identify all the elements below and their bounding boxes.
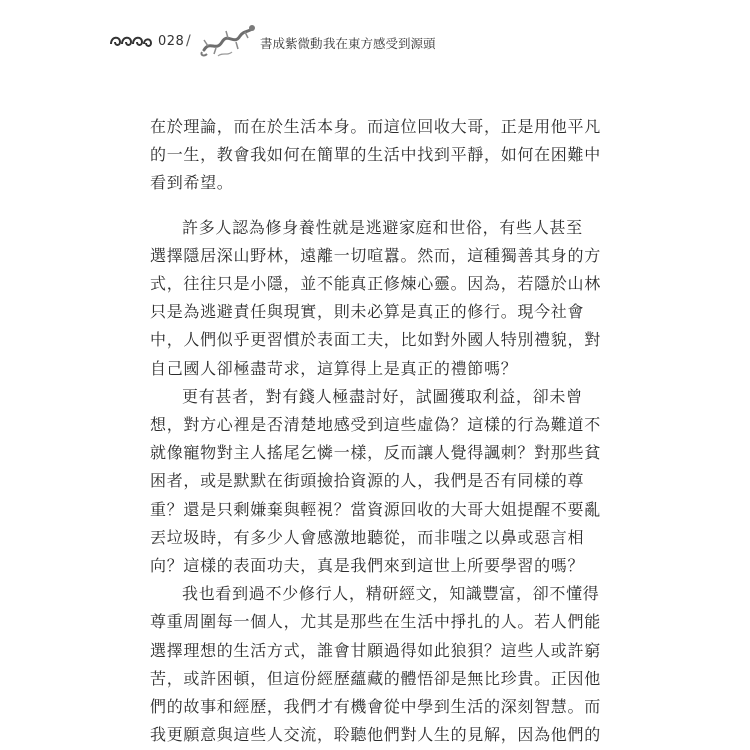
text-line: 的一生，教會我如何在簡單的生活中找到平靜，如何在困難中 — [150, 145, 601, 165]
text-line: 許多人認為修身養性就是逃避家庭和世俗，有些人甚至 — [182, 217, 583, 237]
text-line: 丟垃圾時，有多少人會感激地聽從，而非嗤之以鼻或惡言相 — [150, 527, 585, 547]
text-line: 選擇隱居深山野林，遠離一切喧囂。然而，這種獨善其身的方 — [150, 245, 601, 265]
text-line: 中，人們似乎更習慣於表面工夫，比如對外國人特別禮貌，對 — [150, 330, 601, 350]
text-line: 就像寵物對主人搖尾乞憐一樣，反而讓人覺得諷刺？對那些貧 — [150, 443, 601, 463]
text-line: 更有甚者，對有錢人極盡討好，試圖獲取利益，卻未曾 — [182, 386, 583, 406]
text-line: 尊重周圍每一個人，尤其是那些在生活中掙扎的人。若人們能 — [150, 612, 601, 632]
header-separator: / — [186, 33, 191, 49]
text-line: 向？這樣的表面功夫，真是我們來到這世上所要學習的嗎？ — [150, 556, 585, 576]
paragraph-gap — [150, 198, 576, 214]
paragraph-2 — [150, 214, 601, 383]
text-line: 困者，或是默默在街頭撿拾資源的人，我們是否有同樣的尊 — [150, 471, 585, 491]
paragraph-1 — [150, 113, 601, 198]
paragraph-3 — [150, 383, 601, 580]
text-line: 重？還是只剩嫌棄與輕視？當資源回收的大哥大姐提醒不要亂 — [150, 499, 601, 519]
page-number: 028 — [158, 34, 185, 49]
running-header — [108, 22, 668, 62]
text-line: 苦，或許困頓，但這份經歷蘊藏的體悟卻是無比珍貴。正因他 — [150, 668, 601, 688]
text-line: 我更願意與這些人交流，聆聽他們對人生的見解，因為他們的 — [150, 725, 601, 745]
text-line: 看到希望。 — [150, 173, 234, 193]
text-line: 想，對方心裡是否清楚地感受到這些虛偽？這樣的行為難道不 — [150, 415, 601, 435]
paragraph-4 — [150, 580, 601, 749]
text-line: 們的故事和經歷，我們才有機會從中學到生活的深刻智慧。而 — [150, 697, 601, 717]
dragon-icon — [198, 22, 258, 60]
chapter-title: 我在東方感受到源頭 — [323, 36, 436, 51]
text-line: 在於理論，而在於生活本身。而這位回收大哥，正是用他平凡 — [150, 117, 601, 136]
book-title: 書成紫微動 — [260, 36, 323, 51]
text-line: 自己國人卻極盡苛求，這算得上是真正的禮節嗎？ — [150, 358, 518, 378]
text-line: 只是為逃避責任與現實，則未必算是真正的修行。現今社會 — [150, 302, 585, 322]
page-body — [150, 113, 601, 749]
text-line: 式，往往只是小隱，並不能真正修煉心靈。因為，若隱於山林 — [150, 274, 601, 294]
text-line: 我也看到過不少修行人，精研經文，知識豐富，卻不懂得 — [182, 584, 600, 604]
ornament-icon — [108, 32, 154, 50]
text-line: 選擇理想的生活方式，誰會甘願過得如此狼狽？這些人或許窮 — [150, 640, 601, 660]
